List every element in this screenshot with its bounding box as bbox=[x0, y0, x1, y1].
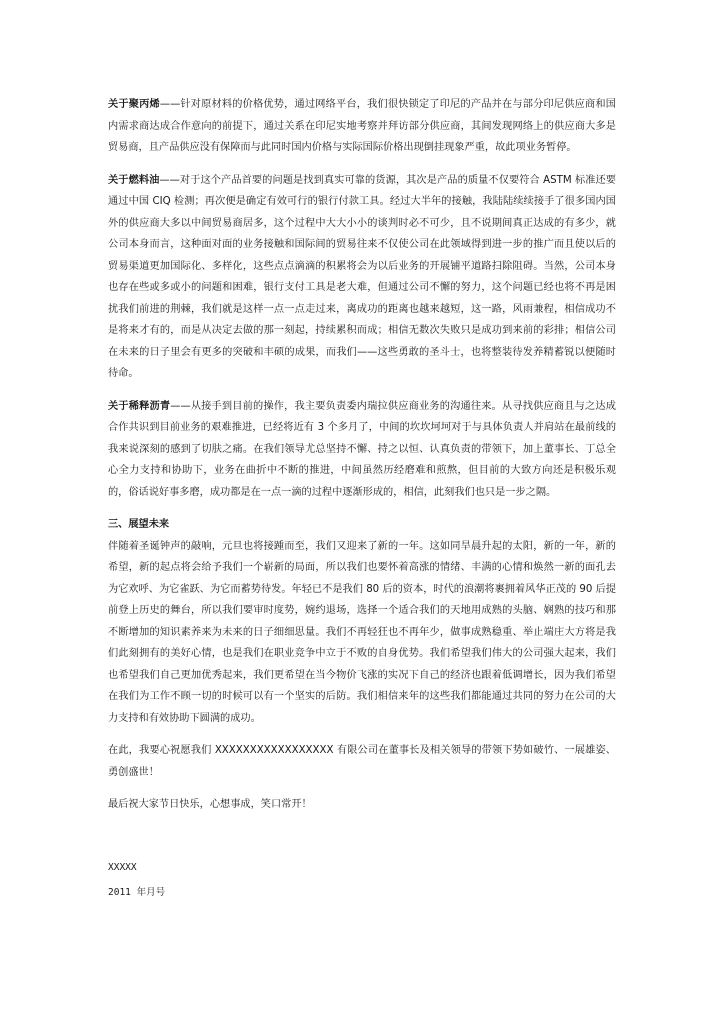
section-diluted-bitumen bbox=[108, 396, 616, 504]
section-lead: 关于燃料油 bbox=[108, 174, 160, 186]
section-fuel-oil bbox=[108, 170, 616, 385]
spacer bbox=[108, 827, 616, 857]
section-text: ——针对原材料的价格优势，通过网络平台，我们很快锁定了印尼的产品并在与部分印尼供应商和国内需求商达成合作意向的前提下，通过关系在印尼实地考察并拜访部分供应商，其间发现网络上的供应商大多是贸易商，且产品供应没有保障而与此同时国内价格与实际国际价格出现倒挂现象严重，故此项业务暂停。 bbox=[108, 99, 616, 153]
document-page bbox=[108, 94, 616, 904]
signature-name: XXXXX bbox=[108, 861, 137, 873]
section-lead: 关于聚丙烯 bbox=[108, 99, 160, 110]
signature-date: 2011 年月号 bbox=[108, 887, 166, 898]
blessing-text: 在此，我要心祝愿我们 XXXXXXXXXXXXXXXXX 有限公司在董事长及相关领导的带领下势如破竹、一展雄姿、勇创盛世！ bbox=[108, 745, 616, 778]
outlook-text: 伴随着圣诞钟声的敲响，元旦也将接踵而至，我们又迎来了新的一年。这如同旱晨升起的太阳，新的一年，新的希望，新的起点将会给予我们一个崭新的局面，所以我们也要怀着高涨的情绪、丰满的心情和焕然一新的面孔去为它欢呼、为它雀跃、为它而蓄势待发。年轻已不是我们 80 后的资本，时代的浪潮将裹拥着风华正茂的 90 后提前登上历史的舞台，所以我们要审时度势，婉约退场，选择一个适合我们的天地用成熟的头脑、娴熟的技巧和那不断增加的知识素养来为未来的日子细细思量。我们不再轻狂也不再年少，做事成熟稳重、举止端庄大方将是我们此刻拥有的美好心情，也是我们在职业竞争中立于不败的自身优势。我们希望我们伟大的公司强大起来，我们也希望我们自己更加优秀起来，我们更希望在当今物价飞涨的实况下自己的经济也跟着低调增长，因为我们希望在我们为工作不顾一切的时候可以有一个坚实的后防。我们相信来年的这些我们都能通过共同的努力在公司的大力支持和有效协助下圆满的成功。 bbox=[108, 540, 616, 724]
closing-text: 最后祝大家节日快乐，心想事成，笑口常开！ bbox=[108, 799, 312, 810]
section-text: ——从接手到目前的操作，我主要负责委内瑞拉供应商业务的沟通往来。从寻找供应商且与之达成合作共识到目前业务的艰难推进，已经将近有 3 个多月了，中间的坎坎坷坷对于与具体负责人并肩站在最前线的我来说深刻的感到了切肤之痛。在我们领导尤总坚持不懈、持之以恒、认真负责的带领下，加上董事长、丁总全心全力支持和协助下，业务在曲折中不断的推进，中间虽然历经磨难和煎熬，但目前的大致方向还是积极乐观的，俗话说好事多磨，成功都是在一点一滴的过程中逐渐形成的，相信，此刻我们也只是一步之隔。 bbox=[108, 400, 616, 498]
section-polypropylene bbox=[108, 94, 616, 159]
section-lead: 关于稀释沥青 bbox=[108, 400, 171, 412]
section-text: ——对于这个产品首要的问题是找到真实可靠的货源，其次是产品的质量不仅要符合 ASTM 标准还要通过中国 CIQ 检测；再次便是确定有效可行的银行付款工具。经过大半年的接触，我陆陆续续接手了很多国内国外的供应商大多以中间贸易商居多，这个过程中大大小小的谈判时必不可少，且不说期间真正达成的有多少，就公司本身而言，这种面对面的业务接触和国际间的贸易往来不仅使公司在此领域得到进一步的推广而且使以后的贸易渠道更加国际化、多样化，这些点点滴滴的积累将会为以后业务的开展铺平道路扫除阻碍。当然，公司本身也存在些或多或小的问题和困难，银行支付工具是老大难，但通过公司不懈的努力，这个问题已经也将不再是困扰我们前进的荆棘，我们就是这样一点一点走过来，离成功的距离也越来越短，这一路，风雨兼程，相信成功不是将来才有的，而是从决定去做的那一刻起，持续累积而成；相信无数次失败只是成功到来前的彩排；相信公司在未来的日子里会有更多的突破和丰硕的成果，而我们——这些勇敢的圣斗士，也将整装待发养精蓄锐以便随时待命。 bbox=[108, 174, 616, 379]
outlook-heading: 三、展望未来 bbox=[108, 519, 170, 530]
